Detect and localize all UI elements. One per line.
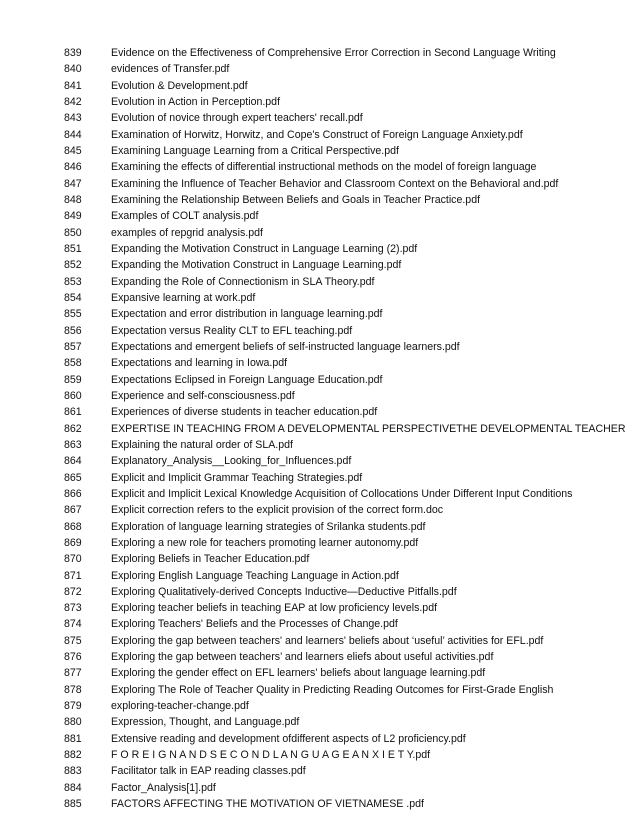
list-item [0,600,638,616]
list-item [0,143,638,159]
list-item [0,502,638,518]
row-number: 873 [64,602,82,615]
row-number: 850 [64,226,82,239]
row-number: 880 [64,716,82,729]
list-item [0,192,638,208]
list-item [0,306,638,322]
file-title: Examining the effects of differential instructional methods on the model of foreign language [111,161,537,174]
file-title: F O R E I G N A N D S E C O N D L A N G U A G E A N X I E T Y.pdf [111,749,431,762]
list-item [0,208,638,224]
list-item [0,61,638,77]
file-title: Examining the Influence of Teacher Behavior and Classroom Context on the Behavioral and.pdf [111,177,559,190]
file-title: Expanding the Role of Connectionism in SLA Theory.pdf [111,275,375,288]
list-item [0,747,638,763]
file-title: Experiences of diverse students in teacher education.pdf [111,406,378,419]
list-item [0,339,638,355]
row-number: 871 [64,569,82,582]
row-number: 870 [64,553,82,566]
list-item [0,257,638,273]
list-item [0,665,638,681]
list-item [0,404,638,420]
row-number: 869 [64,536,82,549]
file-title: Experience and self-consciousness.pdf [111,389,295,402]
file-title: FACTORS AFFECTING THE MOTIVATION OF VIETNAMESE .pdf [111,798,424,811]
file-title: Exploring English Language Teaching Language in Action.pdf [111,569,399,582]
row-number: 859 [64,373,82,386]
file-title: examples of repgrid analysis.pdf [111,226,263,239]
list-item [0,421,638,437]
list-item [0,486,638,502]
file-title: Expression, Thought, and Language.pdf [111,716,300,729]
row-number: 840 [64,63,82,76]
row-number: 848 [64,193,82,206]
list-item [0,714,638,730]
row-number: 875 [64,634,82,647]
row-number: 851 [64,242,82,255]
file-title: Expectation versus Reality CLT to EFL teaching.pdf [111,324,353,337]
list-item [0,470,638,486]
file-title: Explicit and Implicit Lexical Knowledge Acquisition of Collocations Under Different Input Conditions [111,487,573,500]
row-number: 839 [64,47,82,59]
row-number: 864 [64,455,82,468]
list-item [0,78,638,94]
file-title: Expectations and emergent beliefs of self-instructed language learners.pdf [111,340,460,353]
row-number: 844 [64,128,82,141]
file-title: Explicit and Implicit Grammar Teaching Strategies.pdf [111,471,363,484]
row-number: 846 [64,161,82,174]
file-title: Expectation and error distribution in language learning.pdf [111,308,383,321]
row-number: 856 [64,324,82,337]
row-number: 872 [64,585,82,598]
file-title: Evolution of novice through expert teachers' recall.pdf [111,112,363,125]
list-item [0,110,638,126]
file-title: Explanatory_Analysis__Looking_for_Influences.pdf [111,455,352,468]
file-title: Extensive reading and development ofdifferent aspects of L2 proficiency.pdf [111,732,466,745]
list-item [0,682,638,698]
file-title: Expanding the Motivation Construct in Language Learning (2).pdf [111,242,418,255]
list-item [0,731,638,747]
row-number: 867 [64,504,82,517]
list-item [0,437,638,453]
file-title: Exploring the gap between teachers’ and learners eliefs about useful activities.pdf [111,651,494,664]
row-number: 883 [64,765,82,778]
list-item [0,535,638,551]
file-title: Exploring The Role of Teacher Quality in Predicting Reading Outcomes for First-Grade English [111,683,554,696]
list-item [0,372,638,388]
row-number: 882 [64,749,82,762]
list-item [0,127,638,143]
file-title: Examination of Horwitz, Horwitz, and Cope's Construct of Foreign Language Anxiety.pdf [111,128,523,141]
list-item [0,45,638,61]
row-number: 845 [64,144,82,157]
list-item [0,290,638,306]
row-number: 866 [64,487,82,500]
file-title: Exploring the gender effect on EFL learners' beliefs about language learning.pdf [111,667,486,680]
file-title: Expansive learning at work.pdf [111,291,256,304]
file-title: evidences of Transfer.pdf [111,63,230,76]
list-item [0,519,638,535]
row-number: 860 [64,389,82,402]
row-number: 853 [64,275,82,288]
file-title: Expanding the Motivation Construct in Language Learning.pdf [111,259,402,272]
list-item [0,763,638,779]
row-number: 881 [64,732,82,745]
list-item [0,698,638,714]
file-title: Factor_Analysis[1].pdf [111,781,216,794]
row-number: 878 [64,683,82,696]
file-title: Exploring Teachers' Beliefs and the Processes of Change.pdf [111,618,398,631]
row-number: 841 [64,79,82,92]
row-number: 843 [64,112,82,125]
list-item [0,274,638,290]
list-item [0,323,638,339]
file-title: Exploring Qualitatively-derived Concepts Inductive—Deductive Pitfalls.pdf [111,585,457,598]
row-number: 865 [64,471,82,484]
row-number: 868 [64,520,82,533]
row-number: 849 [64,210,82,223]
row-number: 863 [64,438,82,451]
file-title: exploring-teacher-change.pdf [111,700,249,713]
list-item [0,388,638,404]
row-number: 879 [64,700,82,713]
file-title: Exploring the gap between teachers' and learners' beliefs about ‘useful’ activities for EFL.pdf [111,634,544,647]
row-number: 885 [64,798,82,811]
row-number: 861 [64,406,82,419]
file-title: Examining the Relationship Between Beliefs and Goals in Teacher Practice.pdf [111,193,481,206]
list-item [0,241,638,257]
list-item [0,780,638,796]
file-title: Evolution in Action in Perception.pdf [111,95,281,108]
file-list [0,45,638,812]
file-title: Expectations Eclipsed in Foreign Language Education.pdf [111,373,383,386]
file-title: Evolution & Development.pdf [111,79,248,92]
file-title: Exploring a new role for teachers promoting learner autonomy.pdf [111,536,419,549]
list-item [0,176,638,192]
list-item [0,616,638,632]
row-number: 862 [64,422,82,435]
row-number: 855 [64,308,82,321]
file-title: Exploring Beliefs in Teacher Education.pdf [111,553,310,566]
row-number: 854 [64,291,82,304]
list-item [0,453,638,469]
list-item [0,568,638,584]
file-title: Examining Language Learning from a Critical Perspective.pdf [111,144,399,157]
list-item [0,551,638,567]
list-item [0,584,638,600]
list-item [0,796,638,812]
row-number: 874 [64,618,82,631]
row-number: 842 [64,95,82,108]
file-title: Expectations and learning in Iowa.pdf [111,357,288,370]
list-item [0,159,638,175]
row-number: 884 [64,781,82,794]
row-number: 847 [64,177,82,190]
list-item [0,225,638,241]
row-number: 858 [64,357,82,370]
list-item [0,94,638,110]
row-number: 876 [64,651,82,664]
row-number: 857 [64,340,82,353]
list-item [0,355,638,371]
file-title: Explaining the natural order of SLA.pdf [111,438,293,451]
row-number: 877 [64,667,82,680]
file-title: Facilitator talk in EAP reading classes.pdf [111,765,306,778]
file-title: Explicit correction refers to the explicit provision of the correct form.doc [111,504,444,517]
row-number: 852 [64,259,82,272]
file-title: EXPERTISE IN TEACHING FROM A DEVELOPMENTAL PERSPECTIVETHE DEVELOPMENTAL TEACHER [111,422,626,435]
file-title: Exploration of language learning strategies of Srilanka students.pdf [111,520,426,533]
file-title: Examples of COLT analysis.pdf [111,210,259,223]
file-title: Exploring teacher beliefs in teaching EAP at low proficiency levels.pdf [111,602,438,615]
list-item [0,633,638,649]
file-title: Evidence on the Effectiveness of Comprehensive Error Correction in Second Language Writing [111,47,556,59]
list-item [0,649,638,665]
